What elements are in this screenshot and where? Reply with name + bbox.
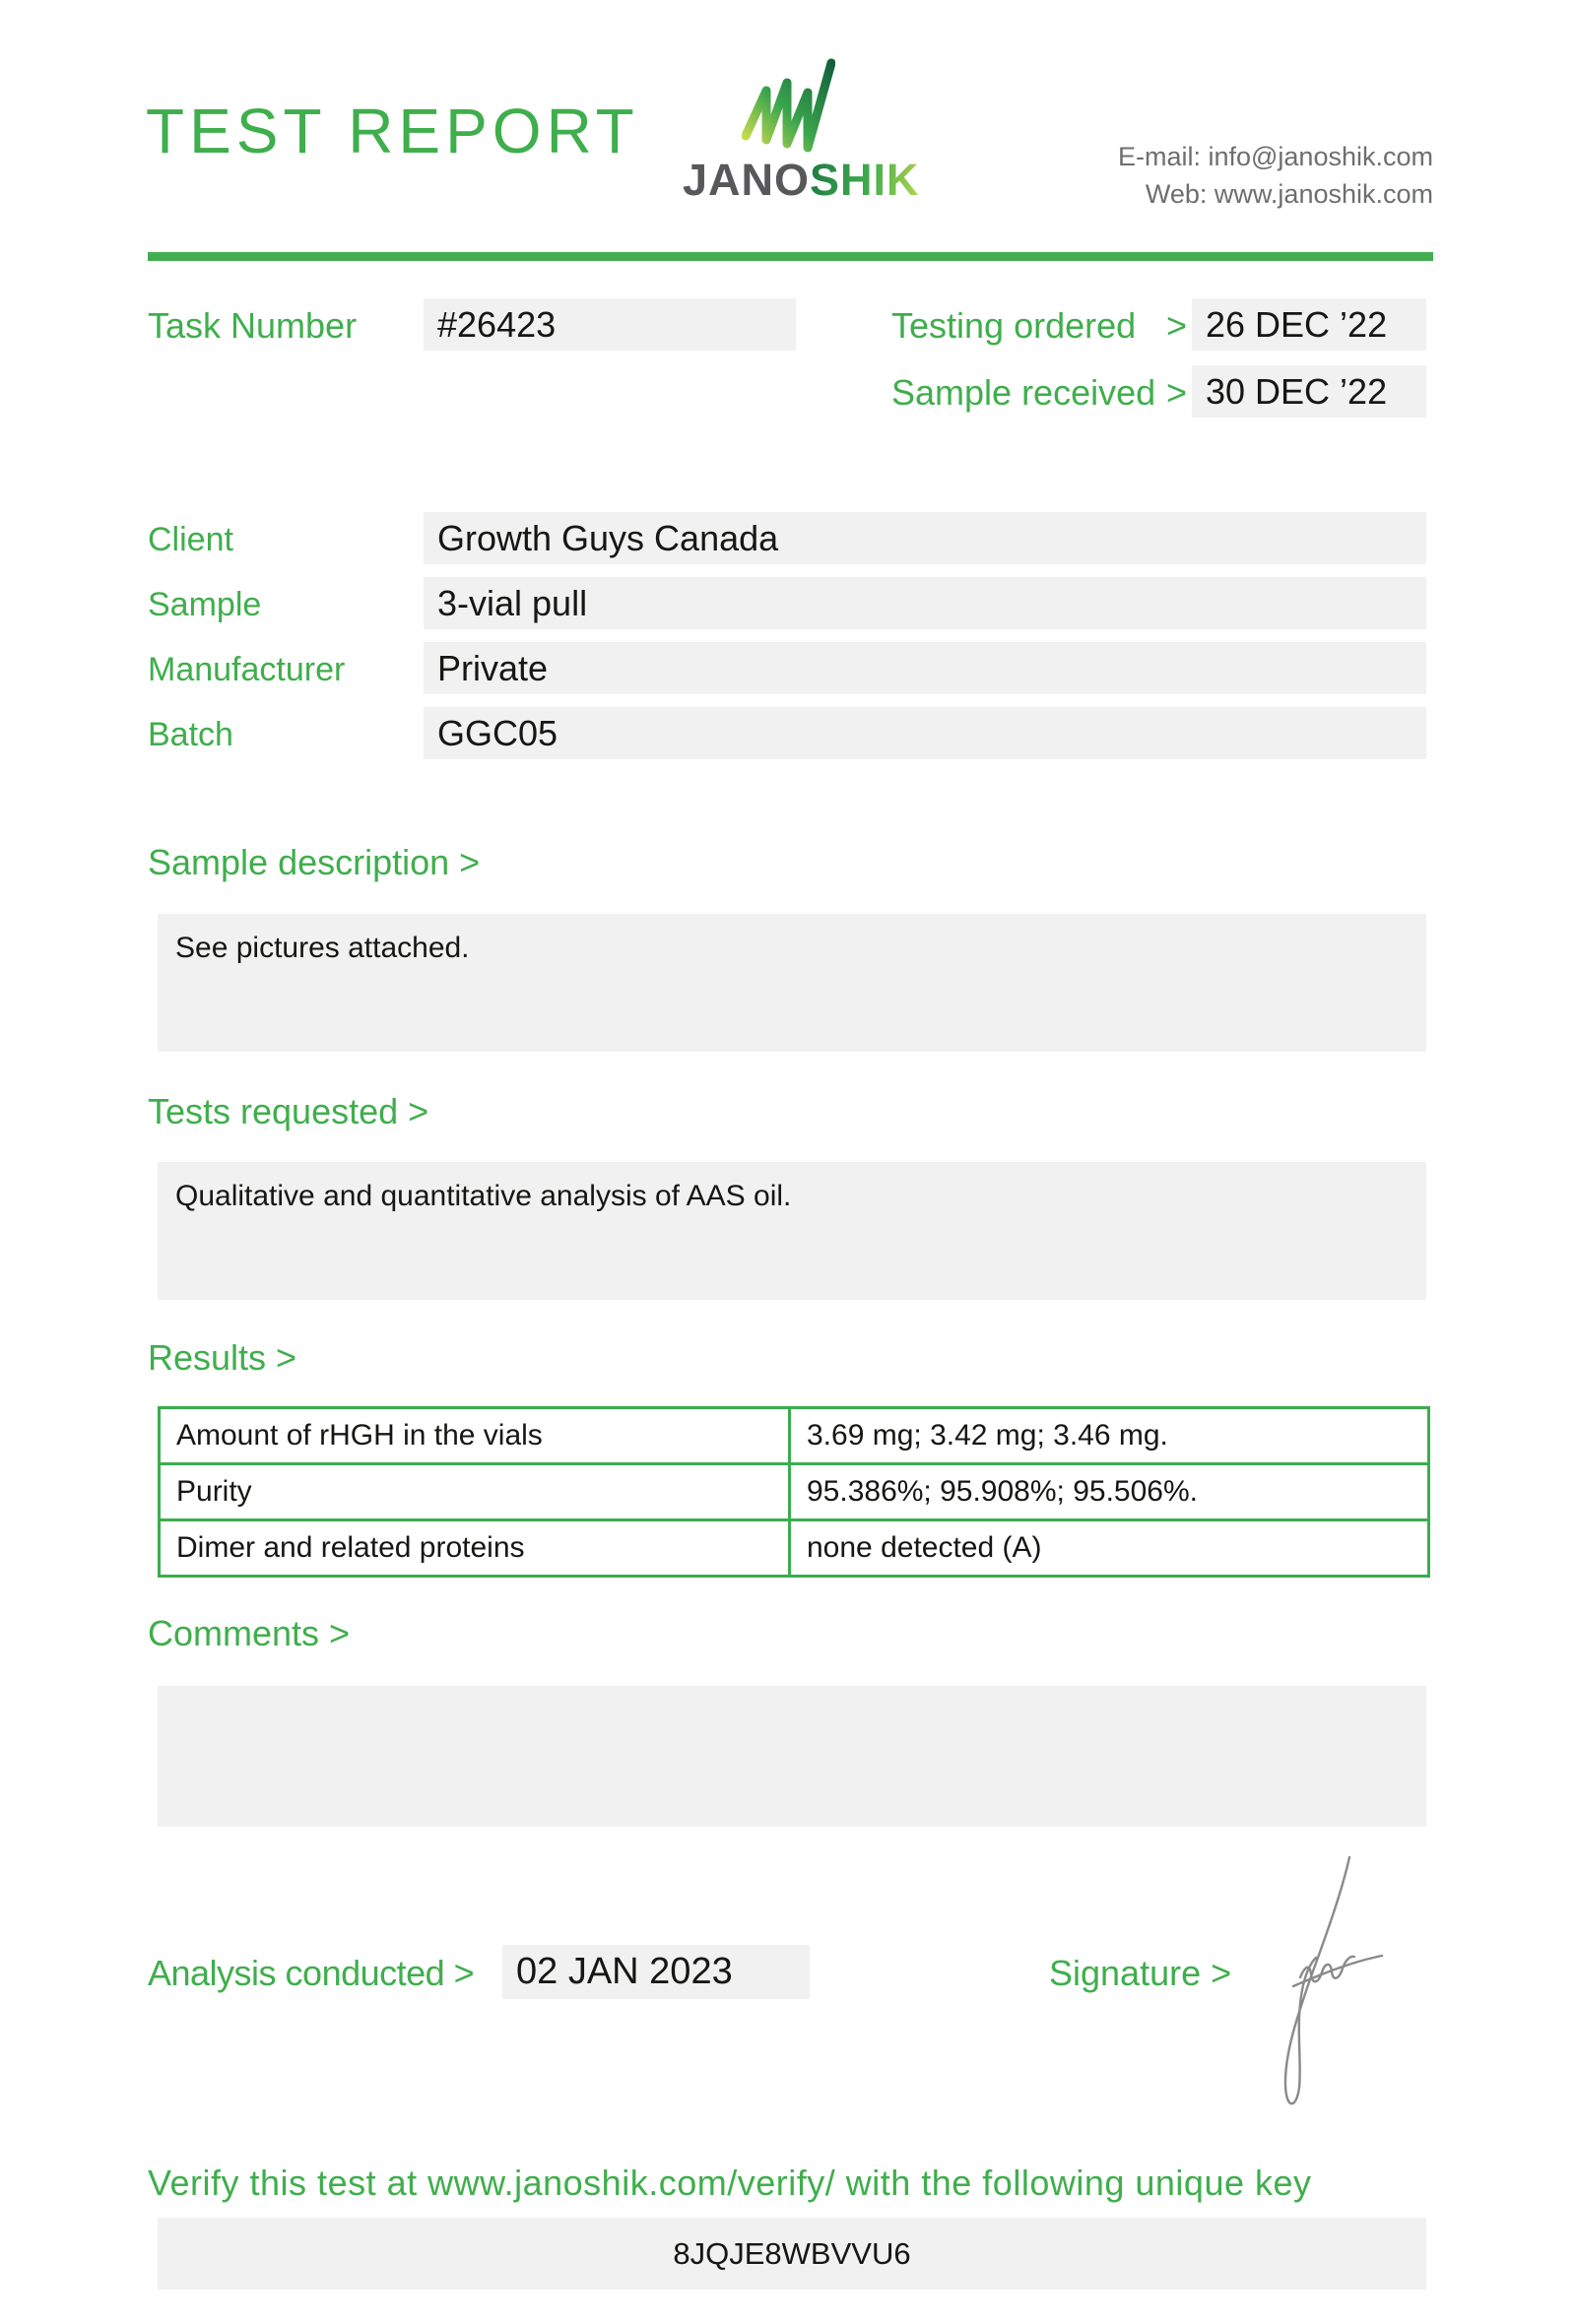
analysis-conducted-value: 02 JAN 2023 xyxy=(502,1945,810,1999)
comments-box xyxy=(158,1686,1426,1827)
client-value: Growth Guys Canada xyxy=(424,512,1426,564)
sample-received-value: 30 DEC ’22 xyxy=(1192,365,1426,418)
sample-received-text: Sample received xyxy=(891,372,1156,413)
tests-requested-box: Qualitative and quantitative analysis of AAS oil. xyxy=(158,1162,1426,1300)
tests-requested-heading: Tests requested > xyxy=(148,1091,429,1131)
logo-wordmark xyxy=(683,155,920,205)
result-value-cell: 95.386%; 95.908%; 95.506%. xyxy=(790,1464,1429,1520)
results-table xyxy=(158,1406,1430,1578)
janoshik-logo xyxy=(683,57,920,205)
sample-description-heading: Sample description > xyxy=(148,842,481,882)
task-number-label: Task Number xyxy=(148,305,358,346)
result-value-cell: none detected (A) xyxy=(790,1520,1429,1577)
analysis-conducted-label: Analysis conducted > xyxy=(148,1953,475,1993)
testing-ordered-value: 26 DEC ’22 xyxy=(1192,298,1426,351)
results-heading: Results > xyxy=(148,1337,297,1378)
contact-email: E-mail: info@janoshik.com xyxy=(1117,142,1433,171)
sample-label: Sample xyxy=(148,586,262,623)
signature-label: Signature > xyxy=(1049,1953,1232,1993)
result-value-cell: 3.69 mg; 3.42 mg; 3.46 mg. xyxy=(790,1408,1429,1464)
testing-ordered-text: Testing ordered xyxy=(891,305,1137,346)
page-title: TEST REPORT xyxy=(146,96,639,166)
table-row xyxy=(160,1408,1429,1464)
sample-description-box: See pictures attached. xyxy=(158,914,1426,1052)
trend-chart-icon xyxy=(742,57,835,158)
arrow-glyph: > xyxy=(1165,305,1187,346)
logo-text-shik: SHIK xyxy=(810,155,920,205)
result-name-cell: Amount of rHGH in the vials xyxy=(160,1408,790,1464)
sample-value: 3-vial pull xyxy=(424,577,1426,629)
contact-web: Web: www.janoshik.com xyxy=(1145,179,1433,209)
batch-value: GGC05 xyxy=(424,707,1426,759)
comments-heading: Comments > xyxy=(148,1613,351,1653)
verification-key: 8JQJE8WBVVU6 xyxy=(158,2218,1426,2290)
table-row xyxy=(160,1520,1429,1577)
batch-label: Batch xyxy=(148,716,233,753)
signature-image xyxy=(1239,1851,1397,2132)
logo-text-jano: JANO xyxy=(683,155,811,205)
task-number-value: #26423 xyxy=(424,298,796,351)
arrow-glyph: > xyxy=(1165,372,1187,413)
testing-ordered-label xyxy=(891,305,1187,347)
contact-info xyxy=(1118,138,1433,213)
sample-received-label xyxy=(891,372,1187,414)
client-label: Client xyxy=(148,521,233,558)
result-name-cell: Dimer and related proteins xyxy=(160,1520,790,1577)
manufacturer-label: Manufacturer xyxy=(148,651,346,688)
result-name-cell: Purity xyxy=(160,1464,790,1520)
header-divider xyxy=(148,252,1433,261)
verify-instruction: Verify this test at www.janoshik.com/verify/ with the following unique key xyxy=(148,2163,1312,2203)
manufacturer-value: Private xyxy=(424,642,1426,694)
table-row xyxy=(160,1464,1429,1520)
